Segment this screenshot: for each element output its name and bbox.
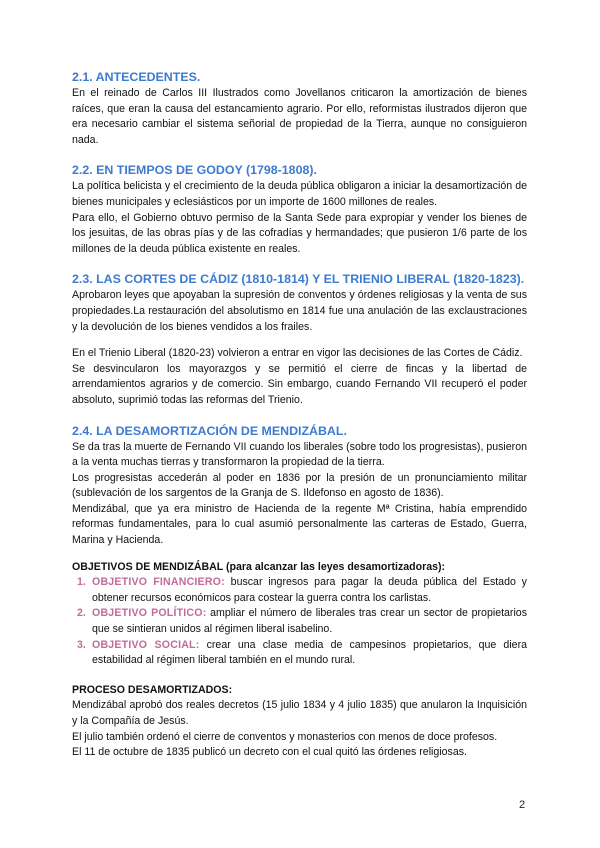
list-number: 3.	[77, 638, 86, 651]
page-number: 2	[519, 799, 526, 811]
section-title-mendizabal: 2.4. LA DESAMORTIZACIÓN DE MENDIZÁBAL.	[72, 423, 347, 438]
objective-label: OBJETIVO POLÍTICO:	[92, 607, 207, 620]
objective-text: crear una clase media de campesinos propietarios, que diera estabilidad al régimen liberal también en el mundo rural.	[92, 638, 527, 667]
paragraph: El julio también ordenó el cierre de conventos y monasterios con menos de doce profesos.	[72, 730, 498, 743]
objetivos-list	[72, 575, 527, 669]
paragraph: En el Trienio Liberal (1820-23) volvieron a entrar en vigor las decisiones de las Cortes de Cádiz.	[72, 347, 523, 360]
objective-label: OBJETIVO SOCIAL:	[92, 638, 200, 651]
objective-label: OBJETIVO FINANCIERO:	[92, 576, 225, 589]
section-title-godoy: 2.2. EN TIEMPOS DE GODOY (1798-1808).	[72, 163, 317, 178]
section-title-antecedentes: 2.1. ANTECEDENTES.	[72, 70, 201, 84]
page-content	[72, 69, 527, 761]
paragraph: Se da tras la muerte de Fernando VII cuando los liberales (sobre todo los progresistas), pusieron a la venta muchas tierras y transformaron la propiedad de la tierra.	[72, 440, 527, 469]
paragraph: Para ello, el Gobierno obtuvo permiso de la Santa Sede para expropiar y vender los bienes de los jesuitas, de las obras pías y de las cofradías y hermandades; que pusieron 1/6 parte de los millones de la deuda pública existente en reales.	[72, 211, 527, 255]
proceso-heading: PROCESO DESAMORTIZADOS:	[72, 683, 233, 696]
list-item	[72, 638, 527, 669]
list-item	[72, 575, 527, 606]
list-number: 2.	[77, 607, 86, 620]
paragraph: Mendizábal aprobó dos reales decretos (15 julio 1834 y 4 julio 1835) que anularon la Inquisición y la Compañía de Jesús.	[72, 699, 527, 727]
paragraph: Se desvincularon los mayorazgos y se permitió el cierre de fincas y la libertad de arrendamientos agrarios y de comercio. Sin embargo, cuando Fernando VII recuperó el poder absoluto, suprimió todas las reformas del Trienio.	[72, 362, 527, 406]
paragraph: Mendizábal, que ya era ministro de Hacienda de la regente Mª Cristina, había emprendido reformas fundamentales, para lo cual asumió personalmente las carteras de Estado, Guerra, Marina y Hacienda.	[72, 502, 527, 547]
objective-text: buscar ingresos para pagar la deuda pública del Estado y obtener recursos económicos para costear la guerra contra los carlistas.	[92, 576, 527, 604]
paragraph: Los progresistas accederán al poder en 1836 por la presión de un pronunciamiento militar (sublevación de los sargentos de la Granja de S. Ildefonso en agosto de 1836).	[72, 471, 527, 500]
paragraph: El 11 de octubre de 1835 publicó un decreto con el cual quitó las órdenes religiosas.	[72, 746, 467, 759]
list-item	[72, 606, 527, 637]
objetivos-heading: OBJETIVOS DE MENDIZÁBAL (para alcanzar las leyes desamortizadoras):	[72, 560, 446, 573]
objective-text: ampliar el número de liberales tras crear un sector de propietarios que se sintieran unidos al régimen liberal isabelino.	[92, 607, 527, 636]
section-title-cortes-cadiz: 2.3. LAS CORTES DE CÁDIZ (1810-1814) Y EL TRIENIO LIBERAL (1820-1823).	[72, 272, 525, 287]
list-number: 1.	[77, 576, 86, 589]
paragraph: La política belicista y el crecimiento de la deuda pública obligaron a iniciar la desamortización de bienes municipales y eclesiásticos por un importe de 1600 millones de reales.	[72, 180, 527, 208]
paragraph: Aprobaron leyes que apoyaban la supresión de conventos y órdenes religiosas y la venta de sus propiedades.La restauración del absolutismo en 1814 fue una anulación de las exclaustraciones y la devolución de los bienes vendidos a los frailes.	[72, 289, 527, 333]
paragraph: En el reinado de Carlos III Ilustrados como Jovellanos criticaron la amortización de bienes raíces, que eran la causa del estancamiento agrario. Por ello, reformistas ilustrados dijeron que era necesario cambiar el sistema señorial de propiedad de la Tierra, aunque no consiguieron nada.	[72, 87, 527, 146]
